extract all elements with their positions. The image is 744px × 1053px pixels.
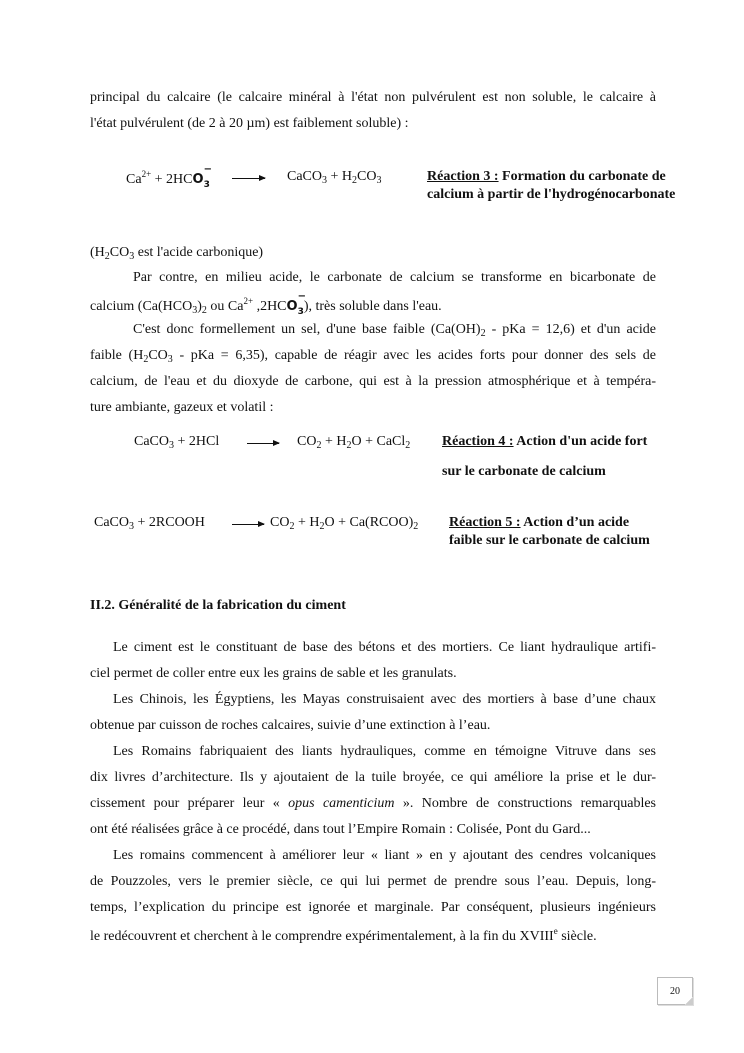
text-line: Le ciment est le constituant de base des bétons et des mortiers. Ce liant hydraulique artifi- [113, 640, 656, 655]
reaction-arrow [232, 524, 264, 525]
text-line: calcium ($Ca(HCO_3)_2$ ou $Ca^{2+}$ $,2HCO_3$ − ), très soluble dans l'eau. [90, 291, 442, 317]
text-line: obtenue par cuisson de roches calcaires, suivie d’une extinction à l’eau. [90, 718, 491, 733]
page-number: 20 [657, 977, 693, 1005]
reaction-5-products: $CO_2 + H_2O$ + $Ca(RCOO)_2$ [270, 515, 419, 532]
reaction-3-caption-line2: calcium à partir de l'hydrogénocarbonate [427, 187, 676, 202]
h2co3-note: ($H_2CO_3$ est l'acide carbonique) [90, 245, 264, 262]
text-line: principal du calcaire (le calcaire minéral à l'état non pulvérulent est non soluble, le calcaire à [90, 90, 656, 105]
text-line: ont été réalisées grâce à ce procédé, dans tout l’Empire Romain : Colisée, Pont du Gard... [90, 822, 591, 837]
reaction-4-products: $CO_2 + H_2O$ + CaCl$_2$ [297, 434, 411, 451]
text-line: Les romains commencent à améliorer leur « liant » en y ajoutant des cendres volcaniques [113, 848, 656, 863]
text-line: Les Chinois, les Égyptiens, les Mayas construisaient avec des mortiers à base d’une chaux [113, 692, 656, 707]
text-line: C'est donc formellement un sel, d'une base faible ($Ca(OH)_2$ - pKa = 12,6) et d'un acide [133, 322, 656, 339]
reaction-5-caption: Réaction 5 : Action d’un acide [449, 515, 630, 530]
reaction-4-caption: Réaction 4 : Action d'un acide fort [442, 434, 648, 449]
reaction-5-reactants: CaCO$_3$ + 2RCOOH [94, 515, 205, 532]
reaction-4-caption-line2: sur le carbonate de calcium [442, 464, 606, 479]
text-line: Par contre, en milieu acide, le carbonate de calcium se transforme en bicarbonate de [133, 270, 656, 285]
reaction-3-caption: Réaction 3 : Formation du carbonate de [427, 169, 666, 184]
reaction-4-reactants: CaCO$_3$ + 2HCl [134, 434, 220, 451]
reaction-3-reactants: $Ca^{2+} + 2HCO_3$ − [126, 164, 212, 190]
reaction-5-caption-line2: faible sur le carbonate de calcium [449, 533, 650, 548]
reaction-3-products: CaCO$_3$ + $H_2CO_3$ [287, 169, 382, 186]
reaction-arrow [232, 178, 265, 179]
text-line: calcium, de l'eau et du dioxyde de carbone, qui est à la pression atmosphérique et à tempéra- [90, 374, 656, 389]
text-line: cissement pour préparer leur « opus camenticium ». Nombre de constructions remarquables [90, 796, 656, 811]
text-line: dix livres d’architecture. Ils y ajoutaient de la tuile broyée, ce qui améliore la prise et le dur- [90, 770, 656, 785]
text-line: Les Romains fabriquaient des liants hydrauliques, comme en témoigne Vitruve dans ses [113, 744, 656, 759]
reaction-arrow [247, 443, 279, 444]
text-line: l'état pulvérulent (de 2 à 20 µm) est faiblement soluble) : [90, 116, 409, 131]
text-line: ture ambiante, gazeux et volatil : [90, 400, 274, 415]
text-line: de Pouzzoles, vers le premier siècle, ce qui lui permet de prendre sous l’eau. Depuis, long- [90, 874, 656, 889]
text-line: le redécouvrent et cherchent à le comprendre expérimentalement, à la fin du XVIIIe siècle. [90, 926, 597, 944]
text-line: ciel permet de coller entre eux les grains de sable et les granulats. [90, 666, 457, 681]
text-line: temps, l’explication du principe est ignorée et marginale. Par conséquent, plusieurs ingénieurs [90, 900, 656, 915]
text-line: faible ($H_2CO_3$ - pKa = 6,35), capable de réagir avec les acides forts pour donner des sels de [90, 348, 656, 365]
section-heading: II.2. Généralité de la fabrication du ciment [90, 598, 346, 613]
